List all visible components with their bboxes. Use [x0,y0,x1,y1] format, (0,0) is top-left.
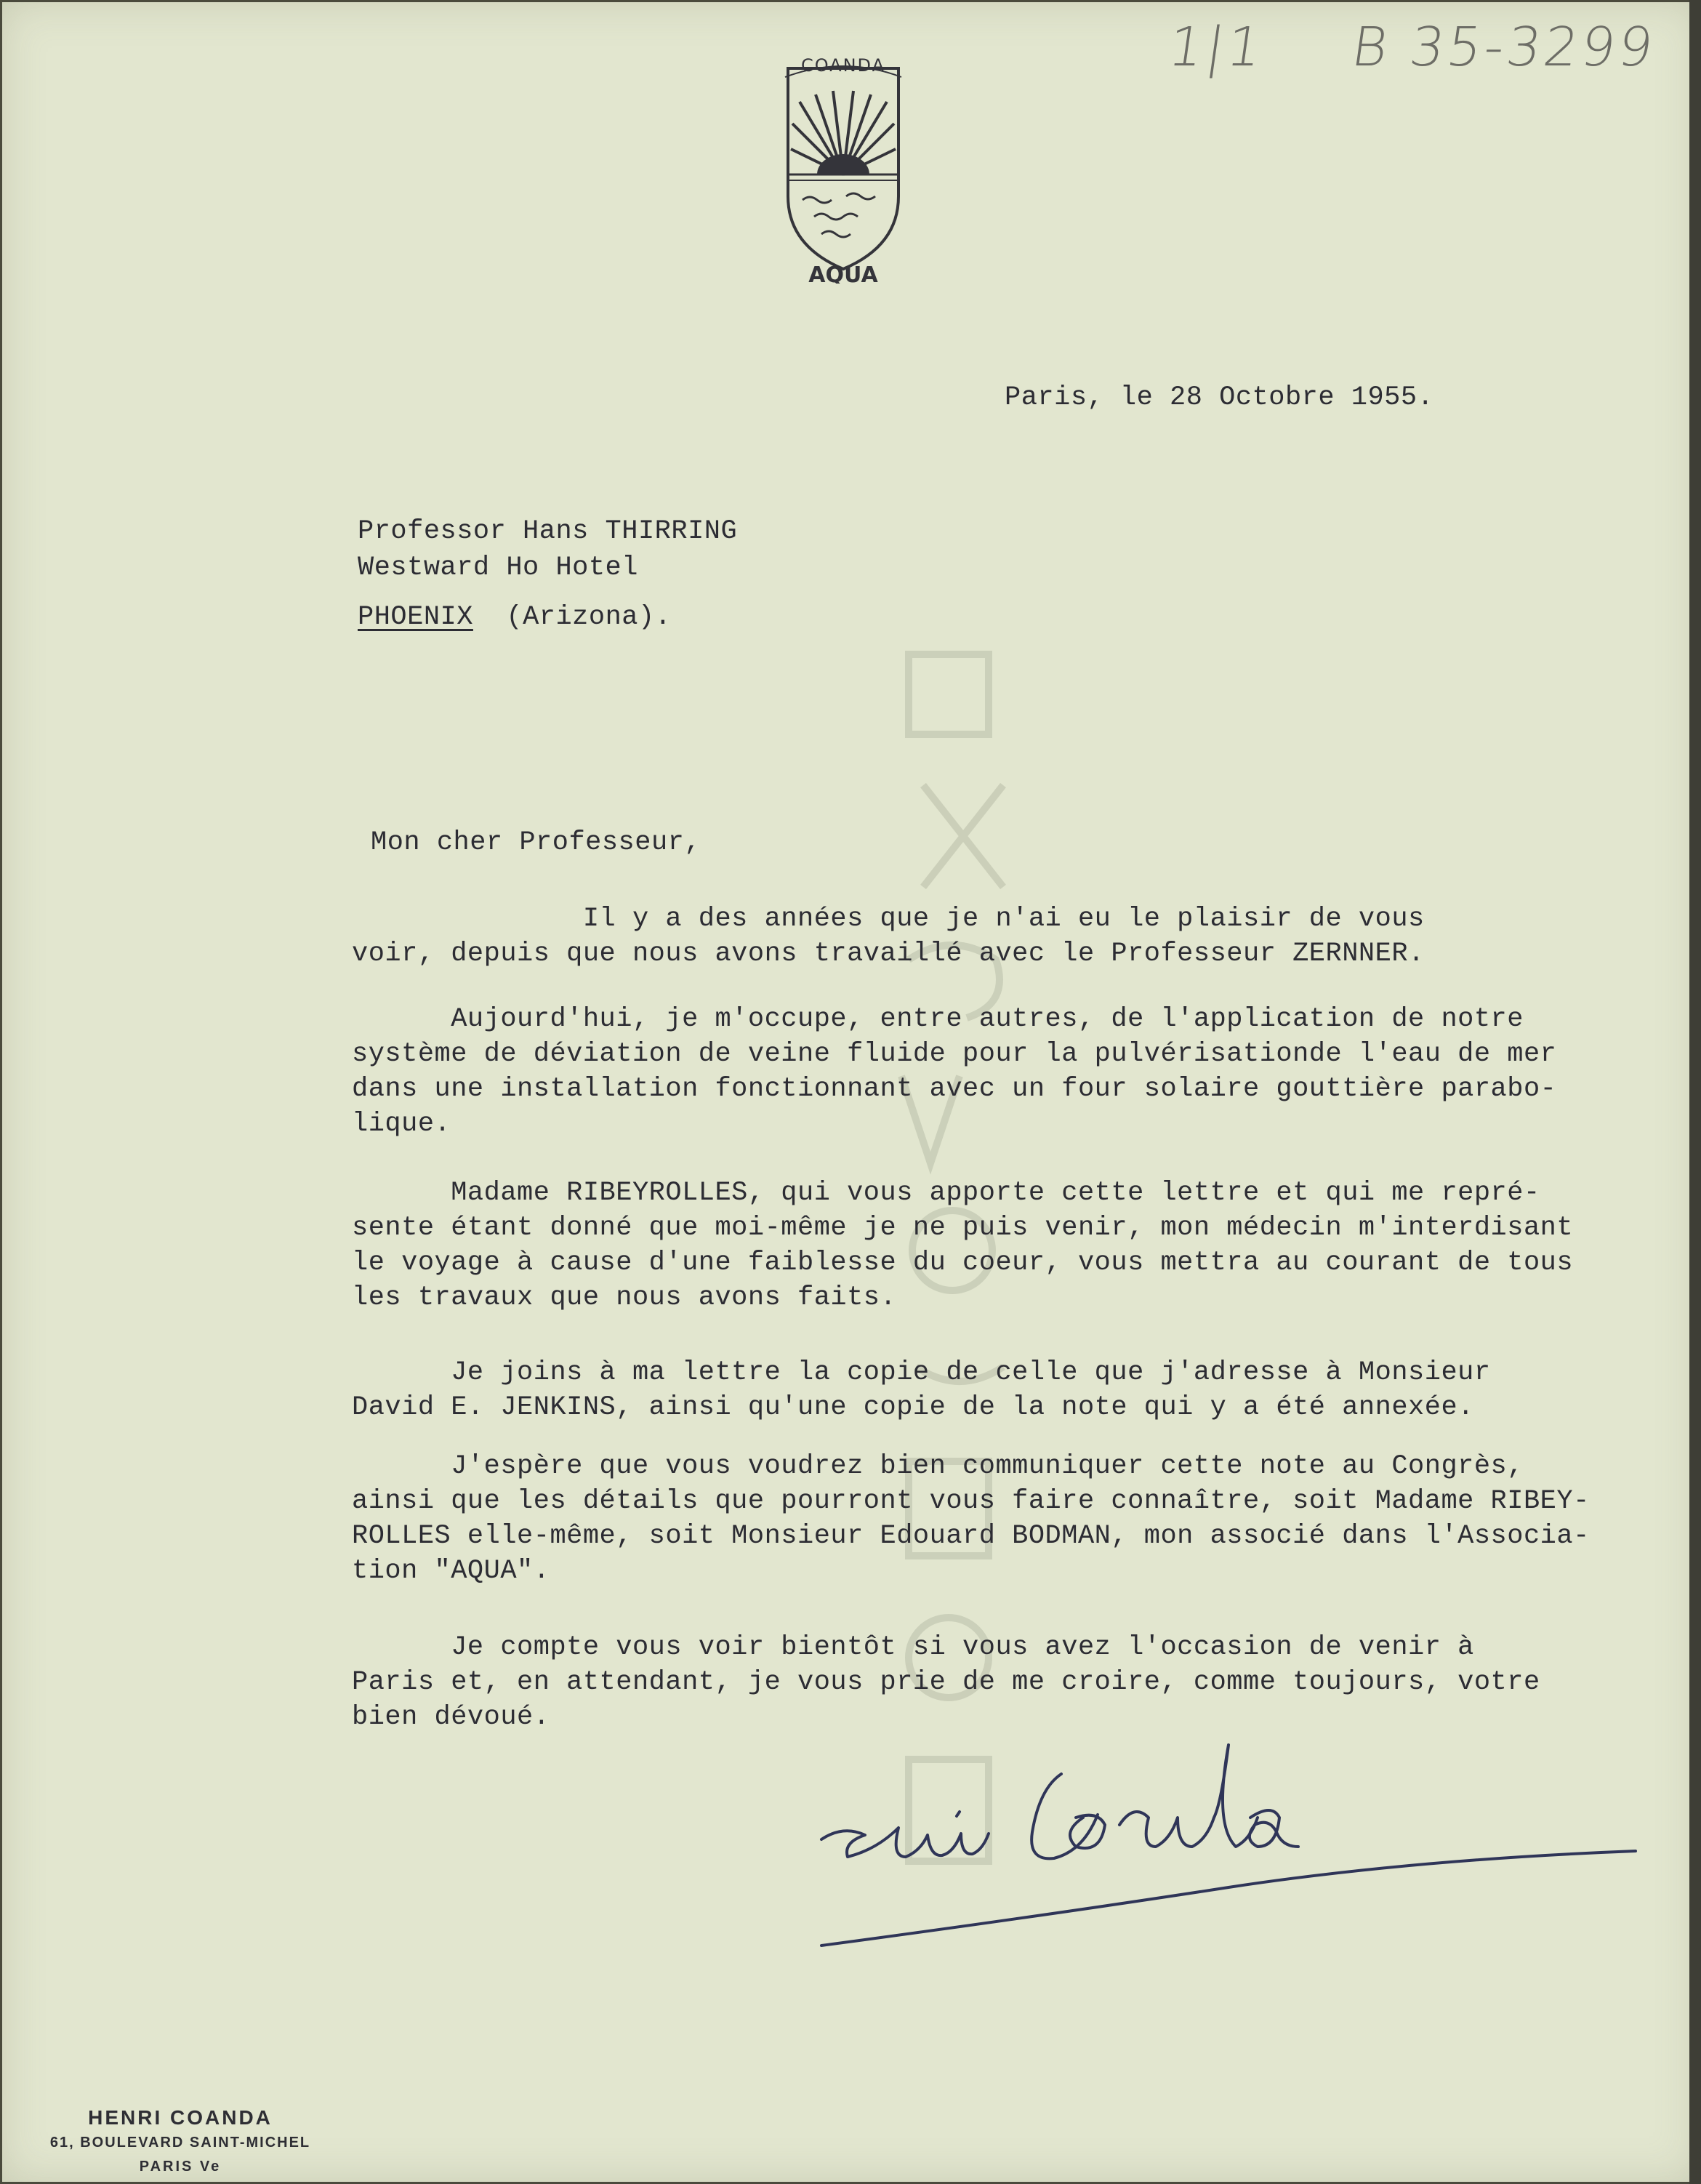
paragraph-line: Paris et, en attendant, je vous prie de me croire, comme toujours, votre [352,1667,1540,1698]
paragraph-line: lique. [352,1109,451,1139]
paragraph-line: David E. JENKINS, ainsi qu'une copie de la note qui y a été annexée. [352,1392,1474,1423]
paragraph-line: Je compte vous voir bientôt si vous avez l'occasion de venir à [352,1632,1474,1663]
footer-city: PARIS Ve [139,2159,222,2175]
paragraph-line: système de déviation de veine fluide pour la pulvérisationde l'eau de mer [352,1039,1557,1069]
archive-folio: 1|1 [1164,16,1269,79]
letter-paragraph [352,1355,1491,1425]
paragraph-line: tion "AQUA". [352,1556,550,1586]
sunrise-over-sea-shield-icon [771,51,916,284]
archive-reference: B 35-3299 [1347,16,1660,79]
salutation: Mon cher Professeur, [371,827,701,858]
scan-edge [1689,0,1701,2184]
paragraph-line: J'espère que vous voudrez bien communiquer cette note au Congrès, [352,1451,1524,1482]
recipient-city: PHOENIX [358,602,473,633]
recipient-state: (Arizona). [506,602,672,633]
letter-paragraph [352,1002,1556,1141]
paragraph-line: Madame RIBEYROLLES, qui vous apporte cette lettre et qui me repré- [352,1178,1540,1208]
svg-text:COANDA: COANDA [800,55,886,76]
footer-name: HENRI COANDA [88,2106,273,2129]
letter-paragraph [352,902,1425,971]
letter-paragraph [352,1449,1590,1589]
paragraph-line: Aujourd'hui, je m'occupe, entre autres, de l'application de notre [352,1004,1524,1035]
paragraph-line: le voyage à cause d'une faiblesse du coeur, vous mettra au courant de tous [352,1248,1574,1278]
paragraph-line: dans une installation fonctionnant avec un four solaire gouttière parabo- [352,1074,1557,1104]
letter-paragraph [352,1176,1573,1315]
coanda-aqua-logo [771,51,916,284]
paragraph-line: sente étant donné que moi-même je ne puis venir, mon médecin m'interdisant [352,1213,1574,1243]
recipient-name: Professor Hans THIRRING [358,516,738,547]
paragraph-line: voir, depuis que nous avons travaillé avec le Professeur ZERNNER. [352,939,1425,969]
paragraph-line: ROLLES elle-même, soit Monsieur Edouard BODMAN, mon associé dans l'Associa- [352,1521,1590,1551]
date-line: Paris, le 28 Octobre 1955. [1005,382,1434,413]
svg-text:AQUA: AQUA [808,262,878,284]
paragraph-line: bien dévoué. [352,1702,550,1733]
footer-address: 61, BOULEVARD SAINT-MICHEL [49,2135,311,2151]
handwritten-signature [814,1730,1643,1948]
letterhead-footer [20,2105,340,2178]
recipient-city-line [358,599,671,635]
paragraph-line: ainsi que les détails que pourront vous faire connaître, soit Madame RIBEY- [352,1486,1590,1517]
letter-paragraph [352,1630,1540,1735]
paragraph-line: Je joins à ma lettre la copie de celle que j'adresse à Monsieur [352,1357,1491,1388]
recipient-hotel: Westward Ho Hotel [358,553,638,583]
paragraph-line: les travaux que nous avons faits. [352,1282,897,1313]
paragraph-line: Il y a des années que je n'ai eu le plaisir de vous [352,904,1425,934]
